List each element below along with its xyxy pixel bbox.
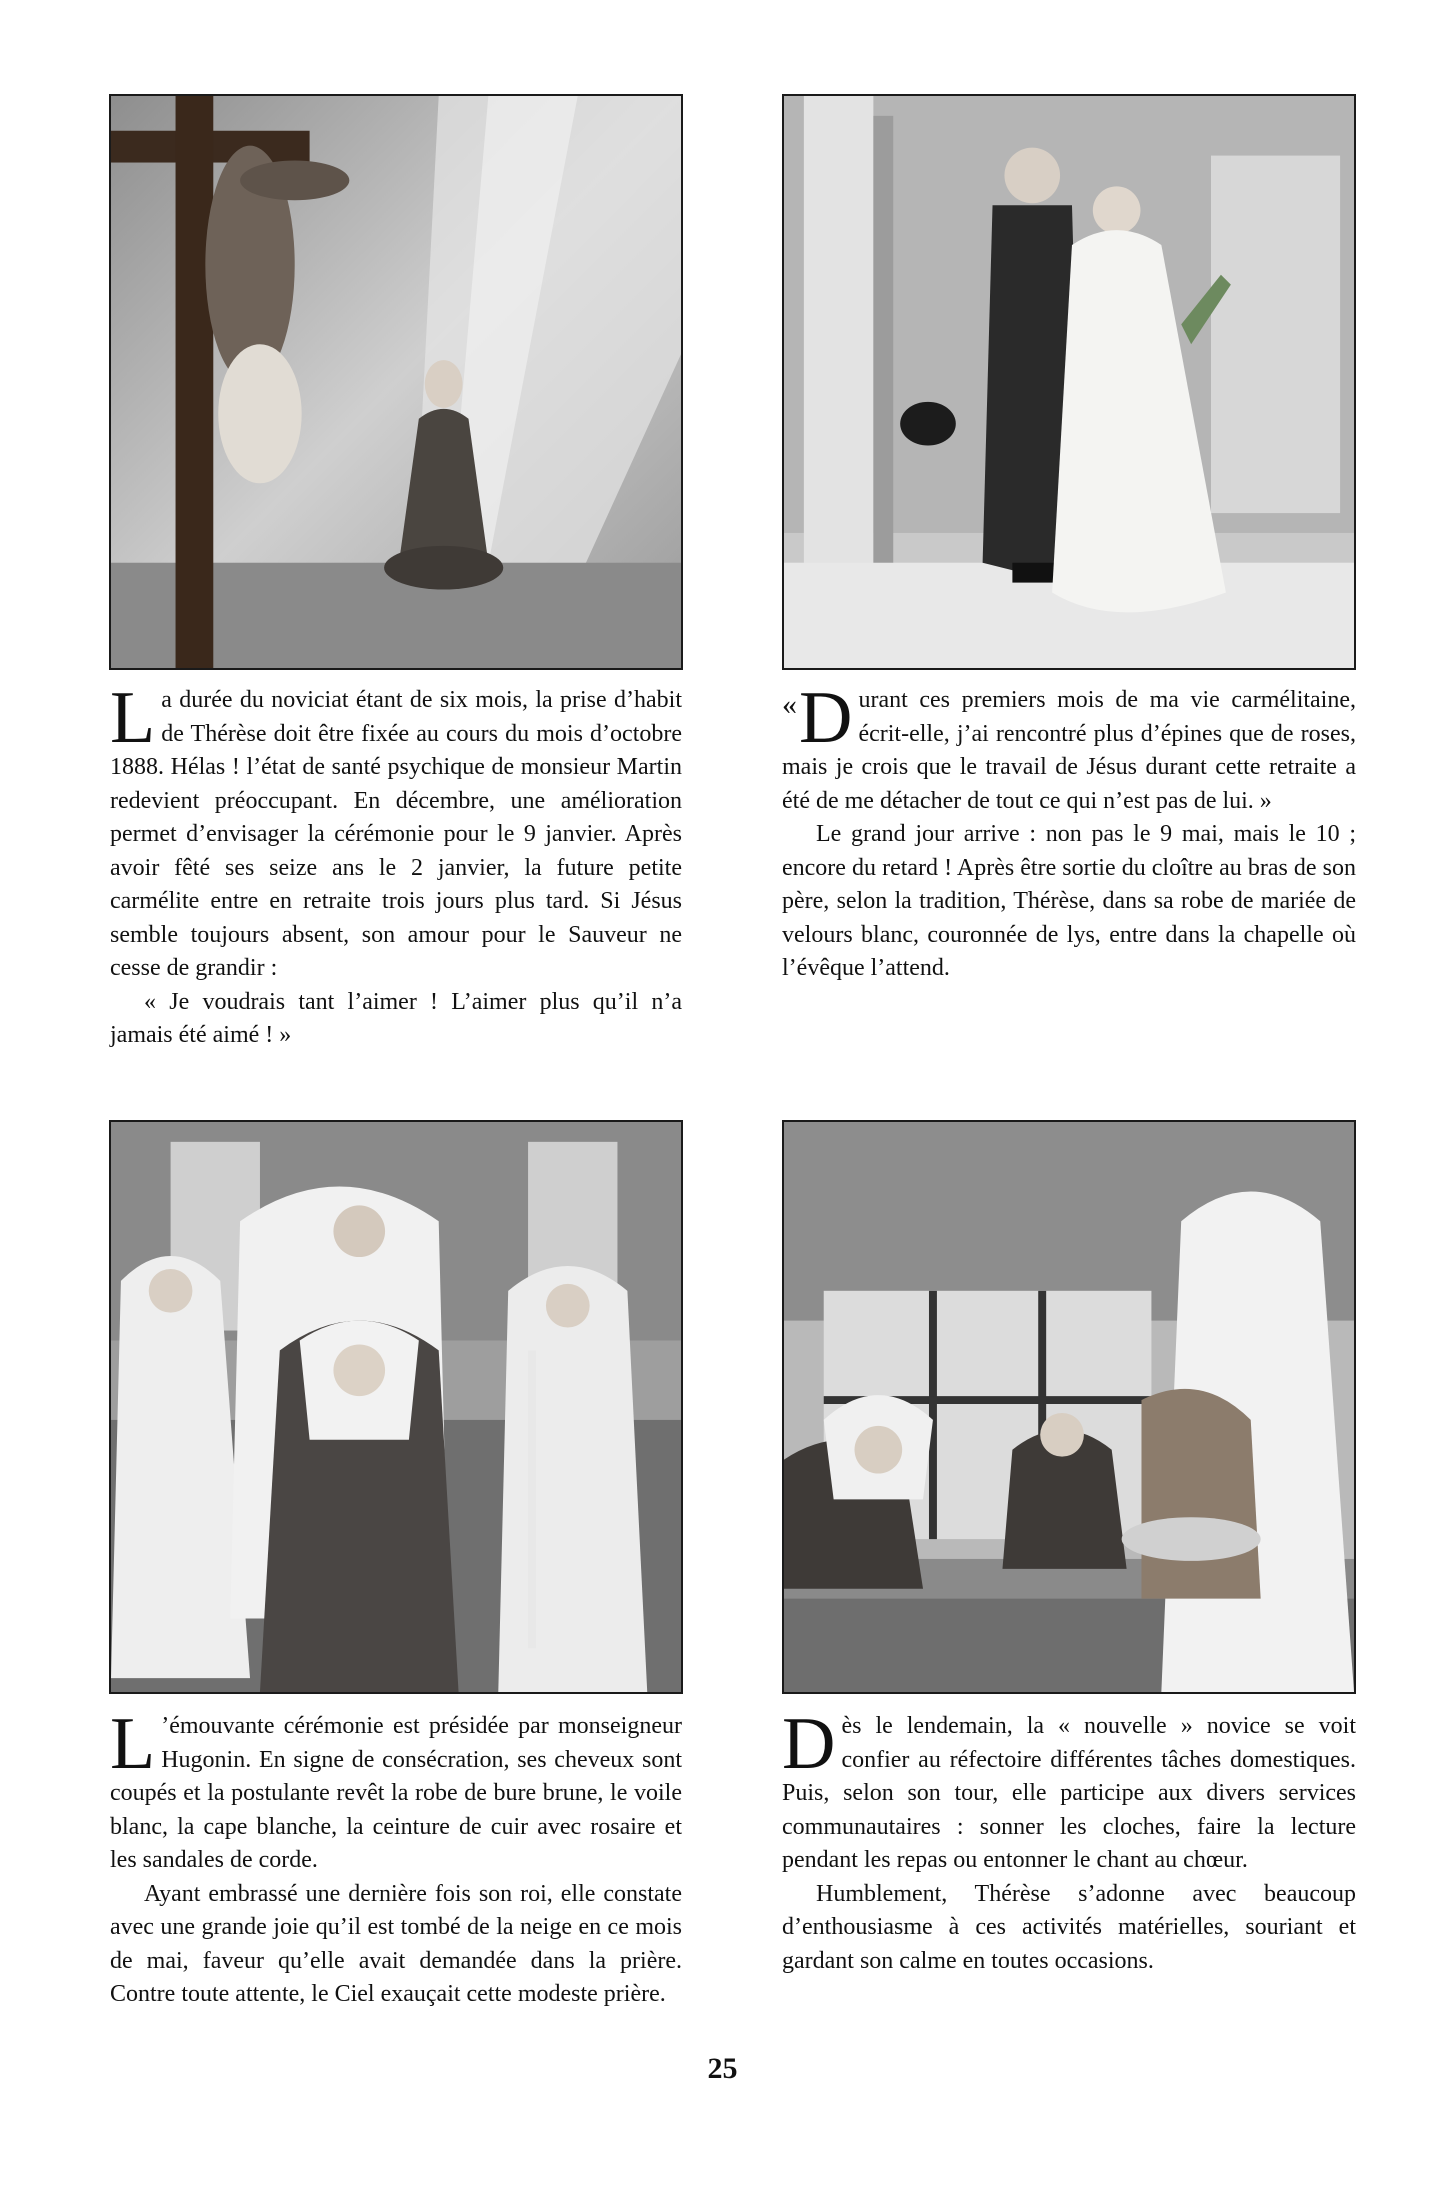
dropcap: L bbox=[110, 677, 156, 759]
text-block-bottom-left bbox=[110, 1703, 682, 2012]
paragraph: ès le lendemain, la « nouvelle » novice se voit confier au réfectoire différentes tâches domestiques. Puis, selon son tour, elle participe aux divers services communautaires : sonner les cloches, faire la lecture pendant les repas ou entonner le chant au chœur. bbox=[782, 1713, 1356, 1873]
illustration-wedding bbox=[782, 94, 1356, 670]
illustration-crucifix bbox=[109, 94, 683, 670]
opening-quote: « bbox=[782, 688, 797, 721]
paragraph: ’émouvante cérémonie est présidée par monseigneur Hugonin. En signe de consécration, ses cheveux sont coupés et la postulante revêt la robe de bure brune, le voile blanc, la cape blanche, la ceinture de cuir avec rosaire et les sandales de corde. bbox=[110, 1713, 682, 1873]
page-number: 25 bbox=[707, 2052, 738, 2085]
dropcap: D bbox=[799, 677, 853, 759]
paragraph-quote: « Je voudrais tant l’aimer ! L’aimer plus qu’il n’a jamais été aimé ! » bbox=[110, 988, 682, 1048]
dropcap: D bbox=[782, 1703, 836, 1785]
paragraph: Humblement, Thérèse s’adonne avec beaucoup d’enthousiasme à ces activités matérielles, souriant et gardant son calme en toutes occasions. bbox=[782, 1880, 1356, 1974]
paragraph: a durée du noviciat étant de six mois, la prise d’habit de Thérèse doit être fixée au cours du mois d’octobre 1888. Hélas ! l’état de santé psychique de monsieur Martin redevient préoccupant. En décembre, une amélioration permet d’envisager la cérémonie pour le 9 janvier. Après avoir fêté ses seize ans le 2 janvier, la future petite carmélite entre en retraite trois jours plus tard. Si Jésus semble toujours absent, son amour pour le Sauveur ne cesse de grandir : bbox=[110, 687, 682, 981]
paragraph: urant ces premiers mois de ma vie carmélitaine, écrit-elle, j’ai rencontré plus d’épines que de roses, mais je crois que le travail de Jésus durant cette retraite a été de me détacher de tout ce qui n’est pas de lui. » bbox=[782, 687, 1356, 814]
text-block-top-right bbox=[782, 677, 1356, 986]
paragraph: Ayant embrassé une dernière fois son roi, elle constate avec une grande joie qu’il est tombé de la neige en ce mois de mai, faveur qu’elle avait demandée dans la prière. Contre toute attente, le Ciel exauçait cette modeste prière. bbox=[110, 1880, 682, 2007]
text-block-bottom-right bbox=[782, 1703, 1356, 1978]
illustration-refectory bbox=[782, 1120, 1356, 1694]
paragraph: Le grand jour arrive : non pas le 9 mai, mais le 10 ; encore du retard ! Après être sortie du cloître au bras de son père, selon la tradition, Thérèse, dans sa robe de mariée de velours blanc, couronnée de lys, entre dans la chapelle où l’évêque l’attend. bbox=[782, 821, 1356, 981]
text-block-top-left bbox=[110, 677, 682, 1053]
dropcap: L bbox=[110, 1703, 156, 1785]
illustration-habit-ceremony bbox=[109, 1120, 683, 1694]
